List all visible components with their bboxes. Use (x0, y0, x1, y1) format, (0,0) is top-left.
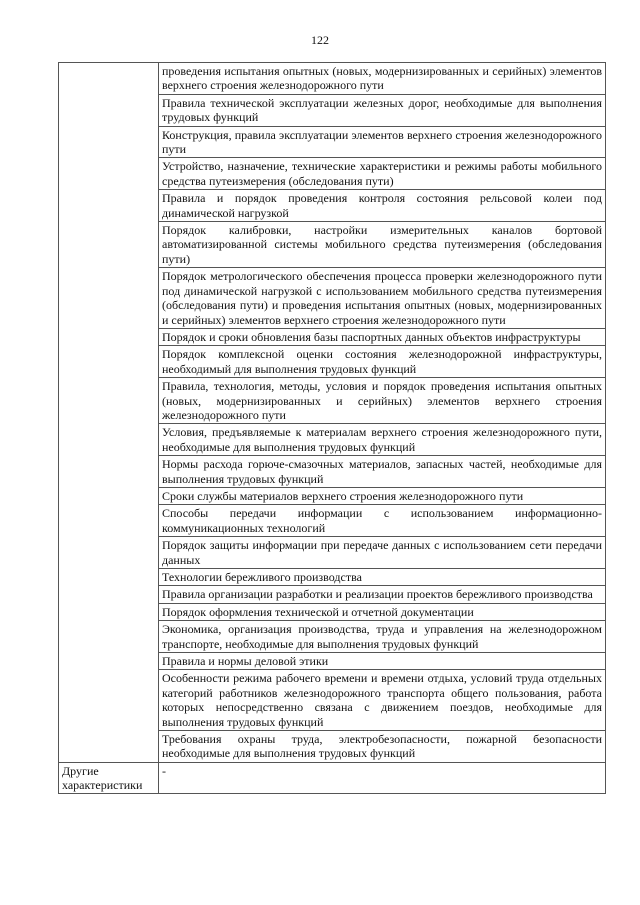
other-characteristics-label-cell (59, 762, 159, 793)
knowledge-row (59, 63, 606, 95)
knowledge-item: Правила технической эксплуатации железных дорог, необходимые для выполнения трудовых функций (159, 94, 606, 126)
knowledge-item: Условия, предъявляемые к материалам верхнего строения железнодорожного пути, необходимые для выполнения трудовых функций (159, 424, 606, 456)
knowledge-item: Требования охраны труда, электробезопасности, пожарной безопасности необходимые для выполнения трудовых функций (159, 731, 606, 763)
knowledge-item: Особенности режима рабочего времени и времени отдыха, условий труда отдельных категорий работников железнодорожного транспорта общего пользования, работа которых непосредственно связана с движением поездов, необходимые для выполнения трудовых функций (159, 670, 606, 731)
other-characteristics-value: - (162, 763, 166, 778)
requirements-table (58, 62, 606, 794)
requirements-table-body (59, 63, 606, 794)
knowledge-label-cell (59, 63, 159, 763)
knowledge-item: Конструкция, правила эксплуатации элементов верхнего строения железнодорожного пути (159, 126, 606, 158)
knowledge-item: Правила, технология, методы, условия и порядок проведения испытания опытных (новых, модернизированных и серийных) элементов верхнего строения железнодорожного пути (159, 378, 606, 424)
knowledge-item: Нормы расхода горюче-смазочных материалов, запасных частей, необходимые для выполнения трудовых функций (159, 456, 606, 488)
knowledge-item: Порядок комплексной оценки состояния железнодорожной инфраструктуры, необходимый для выполнения трудовых функций (159, 346, 606, 378)
knowledge-item: Порядок метрологического обеспечения процесса проверки железнодорожного пути под динамической нагрузкой с использованием мобильного средства путеизмерения (обследования пути) и проведения испытания опытных (новых, модернизированных и серийных) элементов верхнего строения железнодорожного пути (159, 268, 606, 329)
other-characteristics-value-cell (159, 762, 606, 793)
knowledge-item: Способы передачи информации с использованием информационно-коммуникационных технологий (159, 505, 606, 537)
other-characteristics-row (59, 762, 606, 793)
knowledge-item: Порядок и сроки обновления базы паспортных данных объектов инфраструктуры (159, 328, 606, 345)
knowledge-item: Порядок защиты информации при передаче данных с использованием сети передачи данных (159, 537, 606, 569)
knowledge-item: Порядок калибровки, настройки измерительных каналов бортовой автоматизированной системы мобильного средства путеизмерения (обследования пути) (159, 222, 606, 268)
other-characteristics-label: Другие характеристики (62, 763, 143, 792)
knowledge-item: Экономика, организация производства, труда и управления на железнодорожном транспорте, необходимые для выполнения трудовых функций (159, 621, 606, 653)
knowledge-item: Правила и порядок проведения контроля состояния рельсовой колеи под динамической нагрузкой (159, 190, 606, 222)
knowledge-item: Технологии бережливого производства (159, 569, 606, 586)
knowledge-item: Правила и нормы деловой этики (159, 653, 606, 670)
page-number: 122 (311, 33, 329, 47)
knowledge-item: Устройство, назначение, технические характеристики и режимы работы мобильного средства путеизмерения (обследования пути) (159, 158, 606, 190)
knowledge-item: Правила организации разработки и реализации проектов бережливого производства (159, 586, 606, 603)
knowledge-item: проведения испытания опытных (новых, модернизированных и серийных) элементов верхнего строения железнодорожного пути (159, 63, 606, 95)
knowledge-item: Сроки службы материалов верхнего строения железнодорожного пути (159, 487, 606, 504)
knowledge-item: Порядок оформления технической и отчетной документации (159, 603, 606, 620)
